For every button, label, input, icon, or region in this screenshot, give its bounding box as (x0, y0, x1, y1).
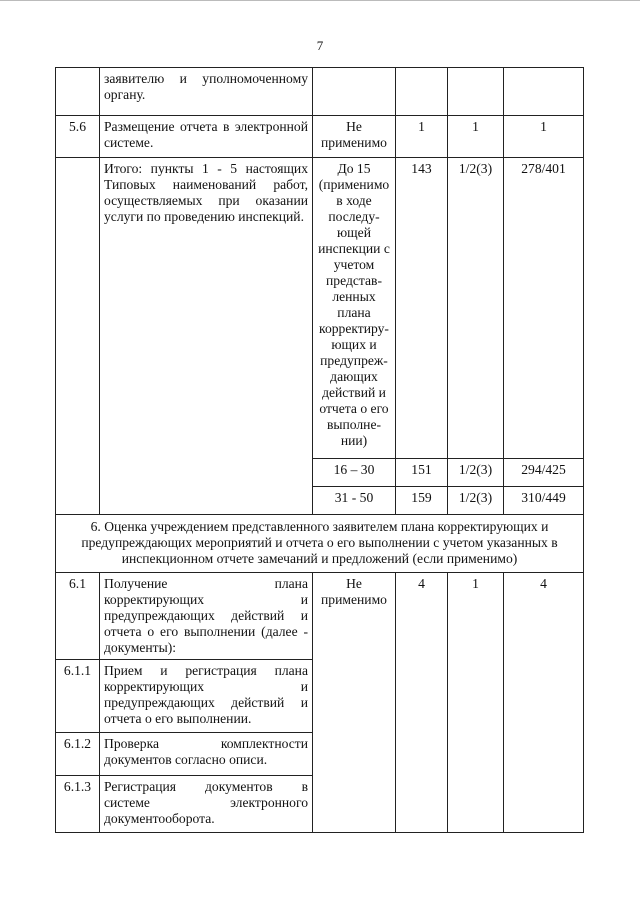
applicability-cell: 16 – 30 (313, 459, 396, 487)
value-cell (504, 68, 584, 116)
row-number: 6.1.1 (56, 660, 100, 733)
table-row-total (56, 158, 584, 459)
table-row-5-6 (56, 116, 584, 158)
value-cell: 143 (396, 158, 448, 459)
value-cell: 4 (396, 573, 448, 833)
applicability-cell: Не применимо (313, 573, 396, 833)
row-number (56, 158, 100, 515)
table-row-6-1 (56, 573, 584, 660)
value-cell: 159 (396, 487, 448, 515)
row-number: 6.1.2 (56, 733, 100, 776)
value-cell (448, 68, 504, 116)
value-cell: 294/425 (504, 459, 584, 487)
value-cell: 1 (448, 116, 504, 158)
work-items-table (55, 67, 584, 833)
value-cell: 4 (504, 573, 584, 833)
page-top-edge (0, 0, 640, 4)
value-cell: 1/2(3) (448, 158, 504, 459)
row-description: Итого: пункты 1 - 5 настоящих Типовых наименований работ, осуществляемых при оказании услуги по проведению инспекций. (100, 158, 313, 515)
value-cell: 1/2(3) (448, 459, 504, 487)
row-description: Проверка комплектности документов согласно описи. (100, 733, 313, 776)
row-description: заявителю и уполномоченному органу. (100, 68, 313, 116)
page-number: 7 (316, 38, 324, 53)
table-row-continuation (56, 68, 584, 116)
row-number (56, 68, 100, 116)
value-cell: 1 (504, 116, 584, 158)
row-description: Размещение отчета в электронной системе. (100, 116, 313, 158)
section-6-header-row (56, 515, 584, 573)
row-description: Регистрация документов в системе электронного документооборота. (100, 776, 313, 833)
row-description: Получение плана корректирующих и предупреждающих действий и отчета о его выполнении (далее - документы): (100, 573, 313, 660)
row-description: Прием и регистрация плана корректирующих и предупреждающих действий и отчета о его выполнении. (100, 660, 313, 733)
applicability-cell: До 15 (применимо в ходе последу-ющей инспекции с учетом представ-ленных плана корректиру-ющих и предупреж-дающих действий и отчета о его выполне-нии) (313, 158, 396, 459)
applicability-cell: 31 - 50 (313, 487, 396, 515)
applicability-cell: Не применимо (313, 116, 396, 158)
value-cell: 1 (448, 573, 504, 833)
value-cell (396, 68, 448, 116)
row-number: 6.1 (56, 573, 100, 660)
value-cell: 1 (396, 116, 448, 158)
value-cell: 151 (396, 459, 448, 487)
row-number: 6.1.3 (56, 776, 100, 833)
row-number: 5.6 (56, 116, 100, 158)
value-cell: 310/449 (504, 487, 584, 515)
section-6-heading: 6. Оценка учреждением представленного заявителем плана корректирующих и предупреждающих мероприятий и отчета о его выполнении с учетом указанных в инспекционном отчете замечаний и предложений (если применимо) (56, 515, 584, 573)
applicability-cell (313, 68, 396, 116)
value-cell: 278/401 (504, 158, 584, 459)
value-cell: 1/2(3) (448, 487, 504, 515)
